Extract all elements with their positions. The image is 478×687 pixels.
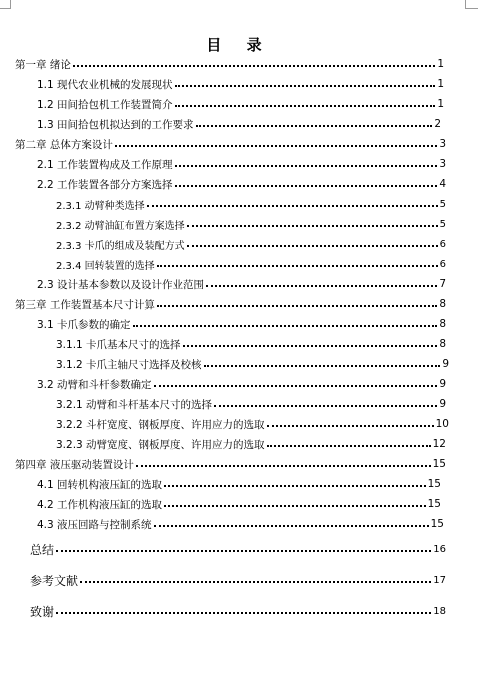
dot-leader xyxy=(187,245,438,247)
toc-page-number: 4 xyxy=(439,178,446,190)
toc-label: 2.3.4 回转装置的选择 xyxy=(56,260,155,272)
toc-label: 2.1 工作装置构成及工作原理 xyxy=(37,158,173,171)
toc-label: 致谢 xyxy=(30,604,55,619)
dot-leader xyxy=(267,445,431,447)
toc-label: 1.3 田间拾包机拟达到的工作要求 xyxy=(37,118,194,131)
toc-label: 3.2 动臂和斗杆参数确定 xyxy=(37,378,152,391)
toc-label: 4.2 工作机构液压缸的选取 xyxy=(37,498,163,511)
toc-entry[interactable] xyxy=(56,196,446,212)
dot-leader xyxy=(56,612,431,614)
toc-entry[interactable] xyxy=(56,216,446,232)
toc-entry[interactable] xyxy=(37,516,444,532)
toc-entry[interactable] xyxy=(56,416,449,432)
toc-label: 2.3.1 动臂种类选择 xyxy=(56,200,145,212)
crop-mark xyxy=(10,0,11,9)
dot-leader xyxy=(196,125,433,127)
toc-entry[interactable] xyxy=(37,316,446,332)
toc-label: 参考文献 xyxy=(30,573,79,588)
toc-page-number: 3 xyxy=(439,158,446,170)
toc-entry[interactable] xyxy=(56,336,446,352)
toc-entry[interactable] xyxy=(37,276,446,292)
toc-page-number: 9 xyxy=(439,398,446,410)
dot-leader xyxy=(136,465,431,467)
toc-label: 第四章 液压驱动装置设计 xyxy=(15,458,134,471)
toc-entry[interactable] xyxy=(37,476,441,492)
dot-leader xyxy=(175,185,438,187)
dot-leader xyxy=(80,581,431,583)
toc-page-number: 3 xyxy=(439,138,446,150)
toc-page-number: 8 xyxy=(439,298,446,310)
toc-label: 2.3.3 卡爪的组成及装配方式 xyxy=(56,240,185,252)
dot-leader xyxy=(154,525,429,527)
toc-entry[interactable] xyxy=(37,376,446,392)
toc-entry-chapter-1[interactable] xyxy=(15,56,444,72)
toc-entry[interactable] xyxy=(56,436,446,452)
dot-leader xyxy=(267,425,434,427)
toc-page-number: 12 xyxy=(432,438,446,450)
toc-entry-summary[interactable] xyxy=(30,541,446,557)
toc-page-number: 15 xyxy=(427,478,441,490)
toc-label: 3.2.2 斗杆宽度、钢板厚度、许用应力的选取 xyxy=(56,418,265,431)
toc-entry[interactable] xyxy=(37,116,441,132)
toc-page-number: 18 xyxy=(433,605,446,617)
toc-entry-chapter-3[interactable] xyxy=(15,296,446,312)
toc-page-number: 1 xyxy=(437,98,444,110)
toc-label: 3.1 卡爪参数的确定 xyxy=(37,318,131,331)
toc-page-number: 16 xyxy=(433,543,446,555)
toc-label: 2.3.2 动臂油缸布置方案选择 xyxy=(56,220,185,232)
toc-label: 3.1.2 卡爪主轴尺寸选择及校核 xyxy=(56,358,202,371)
toc-page-number: 7 xyxy=(439,278,446,290)
dot-leader xyxy=(157,265,438,267)
toc-page-number: 8 xyxy=(439,318,446,330)
dot-leader xyxy=(206,285,437,287)
dot-leader xyxy=(154,385,438,387)
dot-leader xyxy=(73,65,435,67)
toc-entry[interactable] xyxy=(56,256,446,272)
toc-label: 2.3 设计基本参数以及设计作业范围 xyxy=(37,278,205,291)
toc-page-number: 6 xyxy=(439,238,446,250)
toc-label: 3.2.1 动臂和斗杆基本尺寸的选择 xyxy=(56,398,213,411)
toc-label: 3.2.3 动臂宽度、钢板厚度、许用应力的选取 xyxy=(56,438,265,451)
toc-entry-references[interactable] xyxy=(30,572,446,588)
toc-entry[interactable] xyxy=(37,176,446,192)
toc-page-number: 6 xyxy=(439,258,446,270)
toc-label: 2.2 工作装置各部分方案选择 xyxy=(37,178,173,191)
toc-page-number: 1 xyxy=(437,78,444,90)
dot-leader xyxy=(204,365,441,367)
dot-leader xyxy=(175,165,438,167)
dot-leader xyxy=(157,305,437,307)
toc-entry[interactable] xyxy=(56,236,446,252)
toc-label: 4.1 回转机构液压缸的选取 xyxy=(37,478,163,491)
dot-leader xyxy=(175,85,436,87)
dot-leader xyxy=(56,550,431,552)
dot-leader xyxy=(133,325,438,327)
toc-page-number: 5 xyxy=(439,218,446,230)
dot-leader xyxy=(214,405,437,407)
toc-page-number: 5 xyxy=(439,198,446,210)
dot-leader xyxy=(115,145,437,147)
toc-page-number: 15 xyxy=(430,518,444,530)
toc-label: 第一章 绪论 xyxy=(15,58,71,71)
toc-entry-chapter-2[interactable] xyxy=(15,136,446,152)
toc-entry[interactable] xyxy=(37,156,446,172)
toc-label: 1.1 现代农业机械的发展现状 xyxy=(37,78,173,91)
toc-entry-acknowledgements[interactable] xyxy=(30,603,446,619)
toc-page-number: 1 xyxy=(437,58,444,70)
dot-leader xyxy=(175,105,436,107)
toc-entry[interactable] xyxy=(56,356,449,372)
toc-label: 4.3 液压回路与控制系统 xyxy=(37,518,152,531)
dot-leader xyxy=(164,485,426,487)
toc-entry[interactable] xyxy=(37,76,444,92)
toc-entry[interactable] xyxy=(37,96,444,112)
toc-page-number: 9 xyxy=(439,378,446,390)
crop-mark xyxy=(465,0,466,9)
toc-page-number: 15 xyxy=(427,498,441,510)
dot-leader xyxy=(147,205,438,207)
toc-page-number: 15 xyxy=(432,458,446,470)
toc-label: 1.2 田间拾包机工作装置简介 xyxy=(37,98,173,111)
toc-entry[interactable] xyxy=(37,496,441,512)
toc-page-number: 17 xyxy=(433,574,446,586)
toc-label: 总结 xyxy=(30,542,55,557)
toc-page-number: 10 xyxy=(435,418,449,430)
page-title: 目 录 xyxy=(206,36,272,54)
dot-leader xyxy=(164,505,426,507)
toc-label: 第二章 总体方案设计 xyxy=(15,138,113,151)
toc-page-number: 8 xyxy=(439,338,446,350)
crop-mark xyxy=(465,8,478,9)
toc-page-number: 2 xyxy=(434,118,441,130)
toc-label: 3.1.1 卡爪基本尺寸的选择 xyxy=(56,338,181,351)
dot-leader xyxy=(187,225,438,227)
toc-page-number: 9 xyxy=(442,358,449,370)
toc-entry-chapter-4[interactable] xyxy=(15,456,446,472)
crop-mark xyxy=(0,8,10,9)
toc-entry[interactable] xyxy=(56,396,446,412)
dot-leader xyxy=(183,345,438,347)
toc-label: 第三章 工作装置基本尺寸计算 xyxy=(15,298,155,311)
